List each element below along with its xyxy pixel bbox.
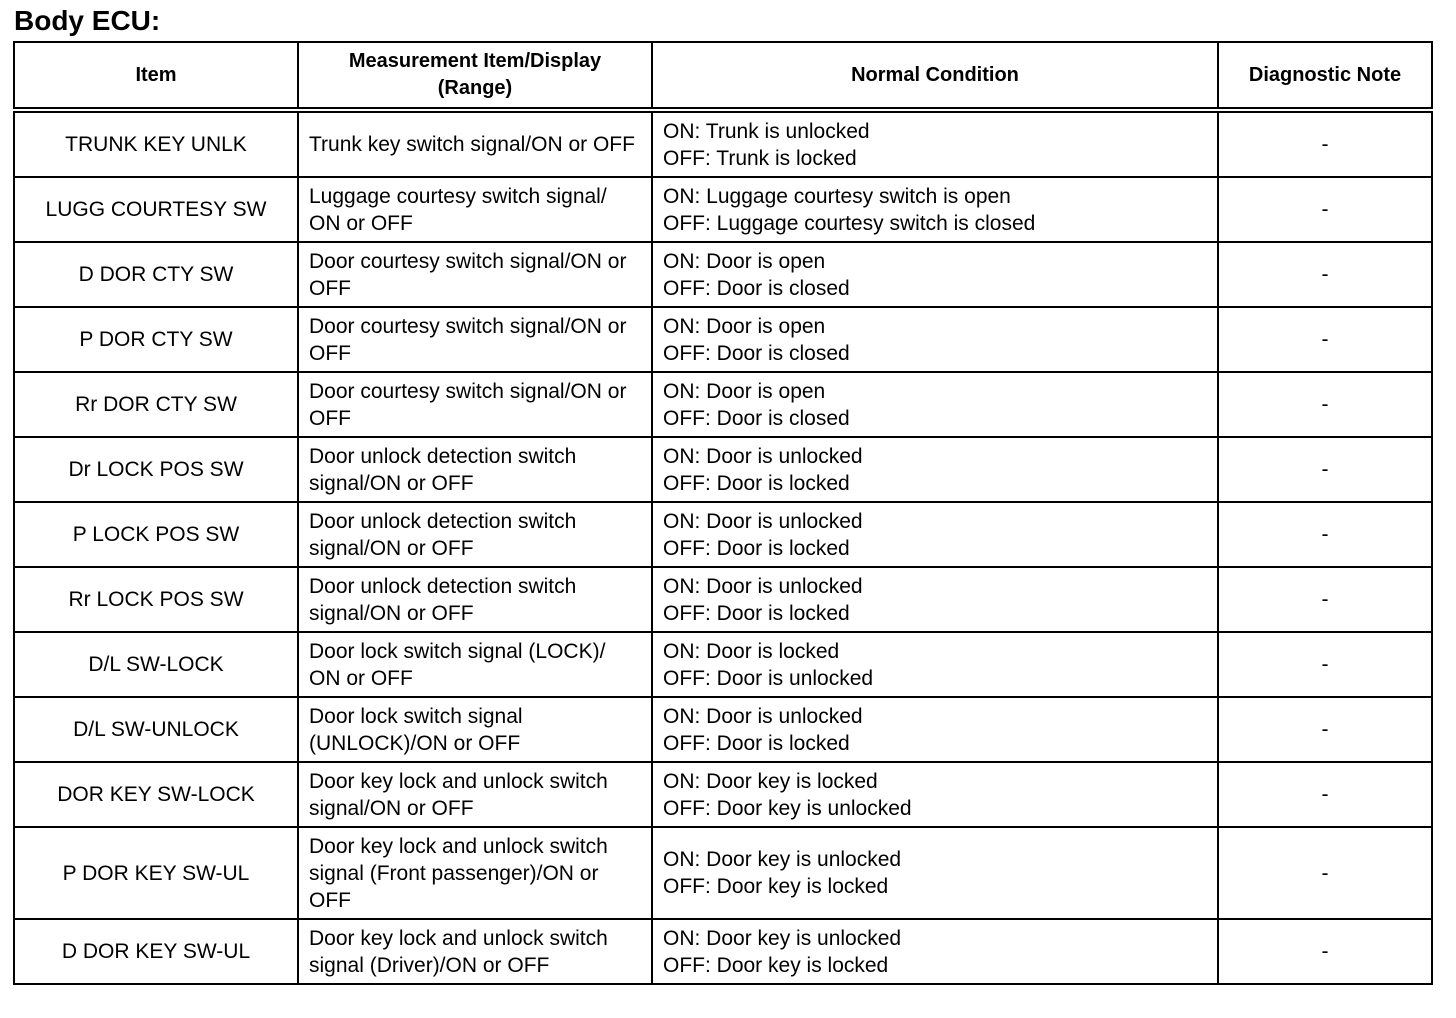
cell-item: TRUNK KEY UNLK	[14, 110, 298, 177]
cell-measurement: Door courtesy switch signal/ON or OFF	[298, 307, 652, 372]
cell-item: P DOR CTY SW	[14, 307, 298, 372]
cell-condition	[652, 242, 1218, 307]
cell-condition	[652, 567, 1218, 632]
cell-item: LUGG COURTESY SW	[14, 177, 298, 242]
condition-off: OFF: Door is closed	[663, 341, 850, 365]
cell-condition	[652, 827, 1218, 919]
cell-measurement: Door unlock detection switch signal/ON or OFF	[298, 502, 652, 567]
header-row	[14, 42, 1432, 110]
cell-note: -	[1218, 762, 1432, 827]
cell-item: D DOR KEY SW-UL	[14, 919, 298, 984]
table-row	[14, 919, 1432, 984]
condition-on: ON: Door is unlocked	[663, 704, 863, 728]
condition-on: ON: Door is unlocked	[663, 509, 863, 533]
cell-item: D/L SW-UNLOCK	[14, 697, 298, 762]
cell-item: Dr LOCK POS SW	[14, 437, 298, 502]
header-note: Diagnostic Note	[1218, 42, 1432, 110]
cell-note: -	[1218, 632, 1432, 697]
condition-on: ON: Door is open	[663, 379, 826, 403]
table-row	[14, 177, 1432, 242]
cell-item: DOR KEY SW-LOCK	[14, 762, 298, 827]
header-measurement: Measurement Item/Display (Range)	[298, 42, 652, 110]
cell-condition	[652, 372, 1218, 437]
table-row	[14, 307, 1432, 372]
cell-note: -	[1218, 919, 1432, 984]
page-title: Body ECU:	[14, 5, 161, 36]
table-row	[14, 372, 1432, 437]
cell-note: -	[1218, 177, 1432, 242]
condition-on: ON: Door key is unlocked	[663, 848, 902, 871]
cell-item: P LOCK POS SW	[14, 502, 298, 567]
cell-item: Rr DOR CTY SW	[14, 372, 298, 437]
table-row	[14, 502, 1432, 567]
table-row	[14, 697, 1432, 762]
condition-on: ON: Door key is unlocked	[663, 926, 902, 950]
cell-note: -	[1218, 697, 1432, 762]
condition-off: OFF: Door is locked	[663, 731, 850, 755]
cell-condition	[652, 307, 1218, 372]
cell-measurement: Door courtesy switch signal/ON or OFF	[298, 242, 652, 307]
condition-on: ON: Door is unlocked	[663, 444, 863, 468]
condition-on: ON: Door is open	[663, 249, 826, 273]
condition-off: OFF: Door key is unlocked	[663, 796, 912, 820]
table-row	[14, 110, 1432, 177]
body-ecu-table	[13, 41, 1433, 985]
condition-off: OFF: Luggage courtesy switch is closed	[663, 211, 1036, 235]
cell-note: -	[1218, 110, 1432, 177]
cell-condition	[652, 437, 1218, 502]
table-row	[14, 827, 1432, 919]
cell-condition	[652, 697, 1218, 762]
condition-on: ON: Door is open	[663, 314, 826, 338]
header-item: Item	[14, 42, 298, 110]
cell-note: -	[1218, 242, 1432, 307]
cell-item: P DOR KEY SW-UL	[14, 827, 298, 919]
cell-measurement: Door key lock and unlock switch signal (Front passenger)/ON or OFF	[298, 827, 652, 919]
condition-on: ON: Trunk is unlocked	[663, 119, 870, 143]
cell-note: -	[1218, 567, 1432, 632]
cell-note: -	[1218, 307, 1432, 372]
condition-off: OFF: Door is locked	[663, 536, 850, 560]
cell-measurement: Door key lock and unlock switch signal/ON or OFF	[298, 762, 652, 827]
cell-condition	[652, 110, 1218, 177]
condition-on: ON: Door is unlocked	[663, 574, 863, 598]
cell-condition	[652, 762, 1218, 827]
cell-measurement: Door lock switch signal (UNLOCK)/ON or OFF	[298, 697, 652, 762]
condition-on: ON: Door is locked	[663, 639, 840, 663]
condition-off: OFF: Door is closed	[663, 276, 850, 300]
table-row	[14, 437, 1432, 502]
cell-measurement: Door courtesy switch signal/ON or OFF	[298, 372, 652, 437]
table-row	[14, 567, 1432, 632]
cell-measurement: Door key lock and unlock switch signal (Driver)/ON or OFF	[298, 919, 652, 984]
cell-note: -	[1218, 372, 1432, 437]
cell-note: -	[1218, 502, 1432, 567]
table-row	[14, 762, 1432, 827]
header-condition: Normal Condition	[652, 42, 1218, 110]
condition-off: OFF: Door is locked	[663, 601, 850, 625]
cell-condition	[652, 502, 1218, 567]
condition-off: OFF: Trunk is locked	[663, 146, 857, 170]
table-row	[14, 242, 1432, 307]
cell-item: Rr LOCK POS SW	[14, 567, 298, 632]
cell-condition	[652, 632, 1218, 697]
table-row	[14, 632, 1432, 697]
cell-measurement: Door unlock detection switch signal/ON or OFF	[298, 567, 652, 632]
cell-measurement: Trunk key switch signal/ON or OFF	[298, 110, 652, 177]
condition-on: ON: Door key is locked	[663, 769, 878, 793]
cell-condition	[652, 919, 1218, 984]
condition-off: OFF: Door key is locked	[663, 953, 889, 977]
condition-on: ON: Luggage courtesy switch is open	[663, 184, 1011, 208]
condition-off: OFF: Door is closed	[663, 406, 850, 430]
condition-off: OFF: Door is unlocked	[663, 666, 874, 690]
cell-measurement: Door lock switch signal (LOCK)/ ON or OFF	[298, 632, 652, 697]
cell-note: -	[1218, 827, 1432, 919]
cell-item: D DOR CTY SW	[14, 242, 298, 307]
cell-measurement: Luggage courtesy switch signal/ ON or OFF	[298, 177, 652, 242]
condition-off: OFF: Door is locked	[663, 471, 850, 495]
cell-measurement: Door unlock detection switch signal/ON or OFF	[298, 437, 652, 502]
cell-condition	[652, 177, 1218, 242]
condition-off: OFF: Door key is locked	[663, 875, 889, 898]
cell-item: D/L SW-LOCK	[14, 632, 298, 697]
cell-note: -	[1218, 437, 1432, 502]
